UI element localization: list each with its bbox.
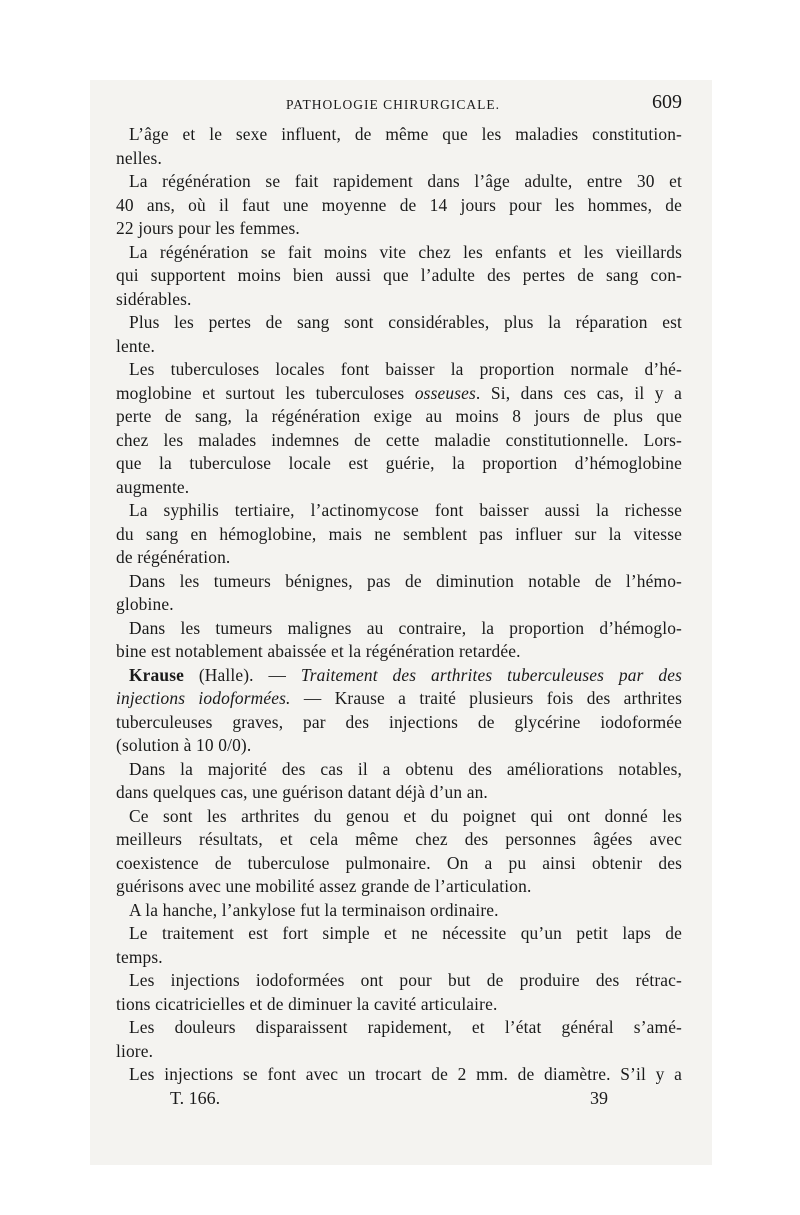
page-footer: [116, 1088, 682, 1114]
text-line: coexistence de tuberculose pulmonaire. On a pu ainsi obtenir des: [116, 852, 682, 873]
page-header: [116, 93, 682, 123]
text-line: Dans les tumeurs bénignes, pas de diminution notable de l’hémo-: [129, 570, 682, 591]
after-title-text: — Krause a traité plusieurs fois des arthrites: [290, 688, 682, 708]
text-line: Les injections iodoformées ont pour but de produire des rétrac-: [129, 970, 682, 990]
text-line: perte de sang, la régénération exige au moins 8 jours de plus que: [116, 406, 682, 426]
text-line: globine.: [116, 594, 174, 614]
text-line: La régénération se fait moins vite chez les enfants et les vieillards: [129, 241, 682, 262]
text-line: Ce sont les arthrites du genou et du poignet qui ont donné les: [129, 805, 682, 826]
text-line: temps.: [116, 946, 163, 967]
body-section-1: [116, 123, 682, 664]
text-line: moglobine et surtout les tuberculoses osseuses. Si, dans ces cas, il y a: [116, 382, 682, 403]
text-line: bine est notablement abaissée et la régénération retardée.: [116, 641, 521, 661]
text-line: du sang en hémoglobine, mais ne semblent pas influer sur la vitesse: [116, 523, 682, 544]
text-line: nelles.: [116, 147, 162, 168]
text-line: meilleurs résultats, et cela même chez des personnes âgées avec: [116, 829, 682, 849]
text-line: lente.: [116, 335, 156, 356]
text-line: L’âge et le sexe influent, de même que les maladies constitution-: [129, 124, 682, 144]
krause-heading-line: [116, 664, 682, 688]
text-line: Les douleurs disparaissent rapidement, et l’état général s’amé-: [129, 1017, 682, 1037]
text-line: guérisons avec une mobilité assez grande de l’articulation.: [116, 876, 532, 896]
text-line: chez les malades indemnes de cette maladie constitutionnelle. Lors-: [116, 429, 682, 450]
text-line: La syphilis tertiaire, l’actinomycose font baisser aussi la richesse: [129, 500, 682, 520]
author-affiliation: (Halle). —: [184, 664, 301, 685]
text-line: augmente.: [116, 476, 190, 497]
text-line: tions cicatricielles et de diminuer la cavité articulaire.: [116, 993, 498, 1014]
running-head: PATHOLOGIE CHIRURGICALE.: [286, 97, 501, 112]
text-line: 40 ans, où il faut une moyenne de 14 jours pour les hommes, de: [116, 194, 682, 215]
text-line: Dans la majorité des cas il a obtenu des améliorations notables,: [129, 758, 682, 779]
signature-mark: T. 166.: [170, 1087, 221, 1108]
text-line: (solution à 10 0/0).: [116, 735, 252, 755]
text-line: qui supportent moins bien aussi que l’adulte des pertes de sang con-: [116, 265, 682, 285]
body-section-2: [116, 711, 682, 1087]
text-line: Le traitement est fort simple et ne nécessite qu’un petit laps de: [129, 923, 682, 943]
text-line: 22 jours pour les femmes.: [116, 218, 300, 238]
text-line: A la hanche, l’ankylose fut la terminaison ordinaire.: [129, 899, 499, 920]
text-block: [116, 93, 682, 1114]
article-title-part1: Traitement des arthrites tuberculeuses par des: [300, 664, 682, 685]
article-title-part2: injections iodoformées.: [116, 688, 291, 708]
text-line: sidérables.: [116, 288, 192, 309]
text-line: Plus les pertes de sang sont considérables, plus la réparation est: [129, 312, 682, 332]
text-line: que la tuberculose locale est guérie, la proportion d’hémoglobine: [116, 453, 682, 473]
text-line: dans quelques cas, une guérison datant déjà d’un an.: [116, 782, 488, 802]
page-number: 609: [652, 91, 682, 113]
text-line: de régénération.: [116, 547, 231, 567]
text-line: tuberculeuses graves, par des injections de glycérine iodoformée: [116, 711, 682, 732]
text-line: Les injections se font avec un trocart de 2 mm. de diamètre. S’il y a: [129, 1064, 682, 1084]
text-line: Dans les tumeurs malignes au contraire, la proportion d’hémoglo-: [129, 617, 682, 638]
krause-title-line: [116, 687, 682, 711]
author-name: Krause: [129, 664, 184, 685]
text-line: Les tuberculoses locales font baisser la proportion normale d’hé-: [129, 359, 682, 379]
text-line: liore.: [116, 1040, 154, 1061]
text-line: La régénération se fait rapidement dans l’âge adulte, entre 30 et: [129, 171, 682, 191]
sheet-number: 39: [590, 1087, 608, 1108]
